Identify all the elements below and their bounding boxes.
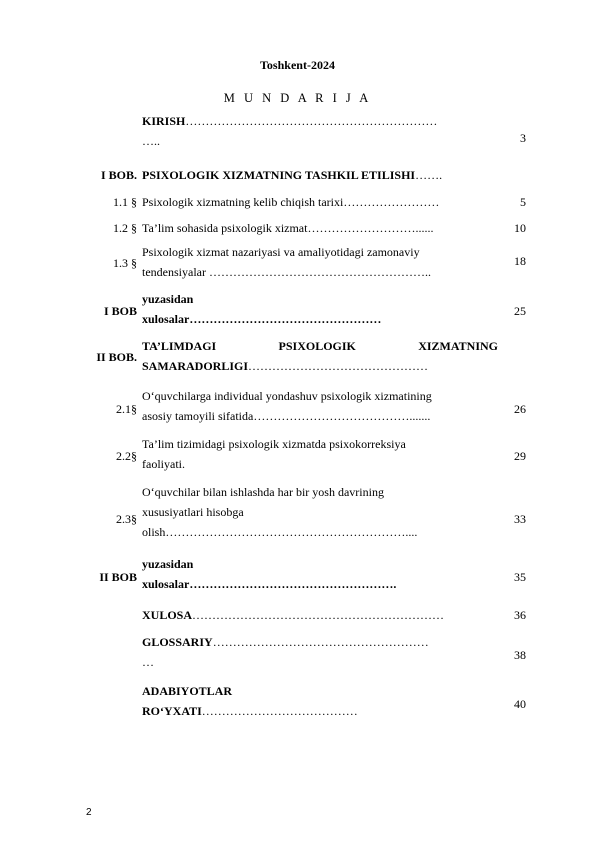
toc-page-number: 33	[514, 512, 526, 526]
toc-section-number: 2.1§	[116, 402, 137, 416]
toc-text-line: RO‘YXATI…………………………………	[142, 704, 358, 718]
toc-chapter-number: I BOB	[103, 304, 137, 318]
toc-text-line: yuzasidan	[142, 292, 194, 306]
toc-text-line: tendensiyalar ………………………………………………..	[142, 265, 431, 279]
toc-text-line: Psixologik xizmat nazariyasi va amaliyotidagi zamonaviy	[142, 245, 420, 259]
toc-text-line: Psixologik xizmatning kelib chiqish tarixi……………………	[142, 195, 440, 209]
toc-text-line: GLOSSARIY………………………………………………	[142, 635, 429, 649]
toc-section-number: 2.3§	[116, 512, 137, 526]
toc-text-line: asosiy tamoyili sifatida………………………………….......	[142, 409, 431, 423]
toc-text-line: TA’LIMDAGI PSIXOLOGIK XIZMATNING	[142, 339, 498, 353]
toc-page-number: 38	[514, 648, 526, 662]
toc-section-number: 2.2§	[116, 449, 137, 463]
toc-text-line: olish……………………………………………………....	[142, 525, 418, 539]
toc-chapter-number: I BOB.	[100, 168, 137, 182]
toc-text-line: SAMARADORLIGI………………………………………	[142, 359, 429, 373]
toc-page-number: 10	[514, 221, 526, 235]
toc-page-number: 35	[514, 570, 526, 584]
toc-page-number: 3	[520, 131, 526, 145]
toc-page-number: 36	[514, 608, 526, 622]
toc-text-line: faoliyati.	[142, 457, 185, 471]
toc-text-line: XULOSA………………………………………………………	[142, 608, 445, 622]
toc-text-line: yuzasidan	[142, 557, 194, 571]
toc-page-number: 5	[520, 195, 526, 209]
toc-text-line: KIRISH………………………………………………………	[142, 114, 438, 128]
toc-text-line: PSIXOLOGIK XIZMATNING TASHKIL ETILISHI…….	[142, 168, 443, 182]
toc-text-line: Ta’lim sohasida psixologik xizmat………………………......	[142, 221, 434, 235]
toc-text-line: ADABIYOTLAR	[142, 684, 233, 698]
toc-text-line: …	[142, 655, 154, 669]
toc-section-number: 1.2 §	[113, 221, 137, 235]
toc-chapter-number: II BOB	[99, 570, 137, 584]
toc-section-number: 1.1 §	[113, 195, 137, 209]
toc-page-number: 40	[514, 697, 526, 711]
document-location-year: Toshkent-2024	[260, 58, 335, 72]
toc-page-number: 25	[514, 304, 526, 318]
toc-text-line: xulosalar…………………………………………….	[142, 577, 397, 591]
contents-title: M U N D A R I J A	[223, 91, 372, 105]
toc-text-line: xususiyatlari hisobga	[142, 505, 244, 519]
page-number: 2	[86, 807, 92, 818]
toc-text-line: …..	[142, 134, 160, 148]
toc-section-number: 1.3 §	[113, 256, 137, 270]
toc-page-number: 29	[514, 449, 526, 463]
toc-text-line: xulosalar…………………………………………	[142, 312, 382, 326]
toc-text-line: O‘quvchilar bilan ishlashda har bir yosh davrining	[142, 485, 384, 499]
toc-page-number: 18	[514, 254, 526, 268]
toc-chapter-number: II BOB.	[96, 350, 137, 364]
toc-page-number: 26	[514, 402, 526, 416]
toc-text-line: O‘quvchilarga individual yondashuv psixologik xizmatining	[142, 389, 432, 403]
toc-text-line: Ta’lim tizimidagi psixologik xizmatda psixokorreksiya	[142, 437, 406, 451]
